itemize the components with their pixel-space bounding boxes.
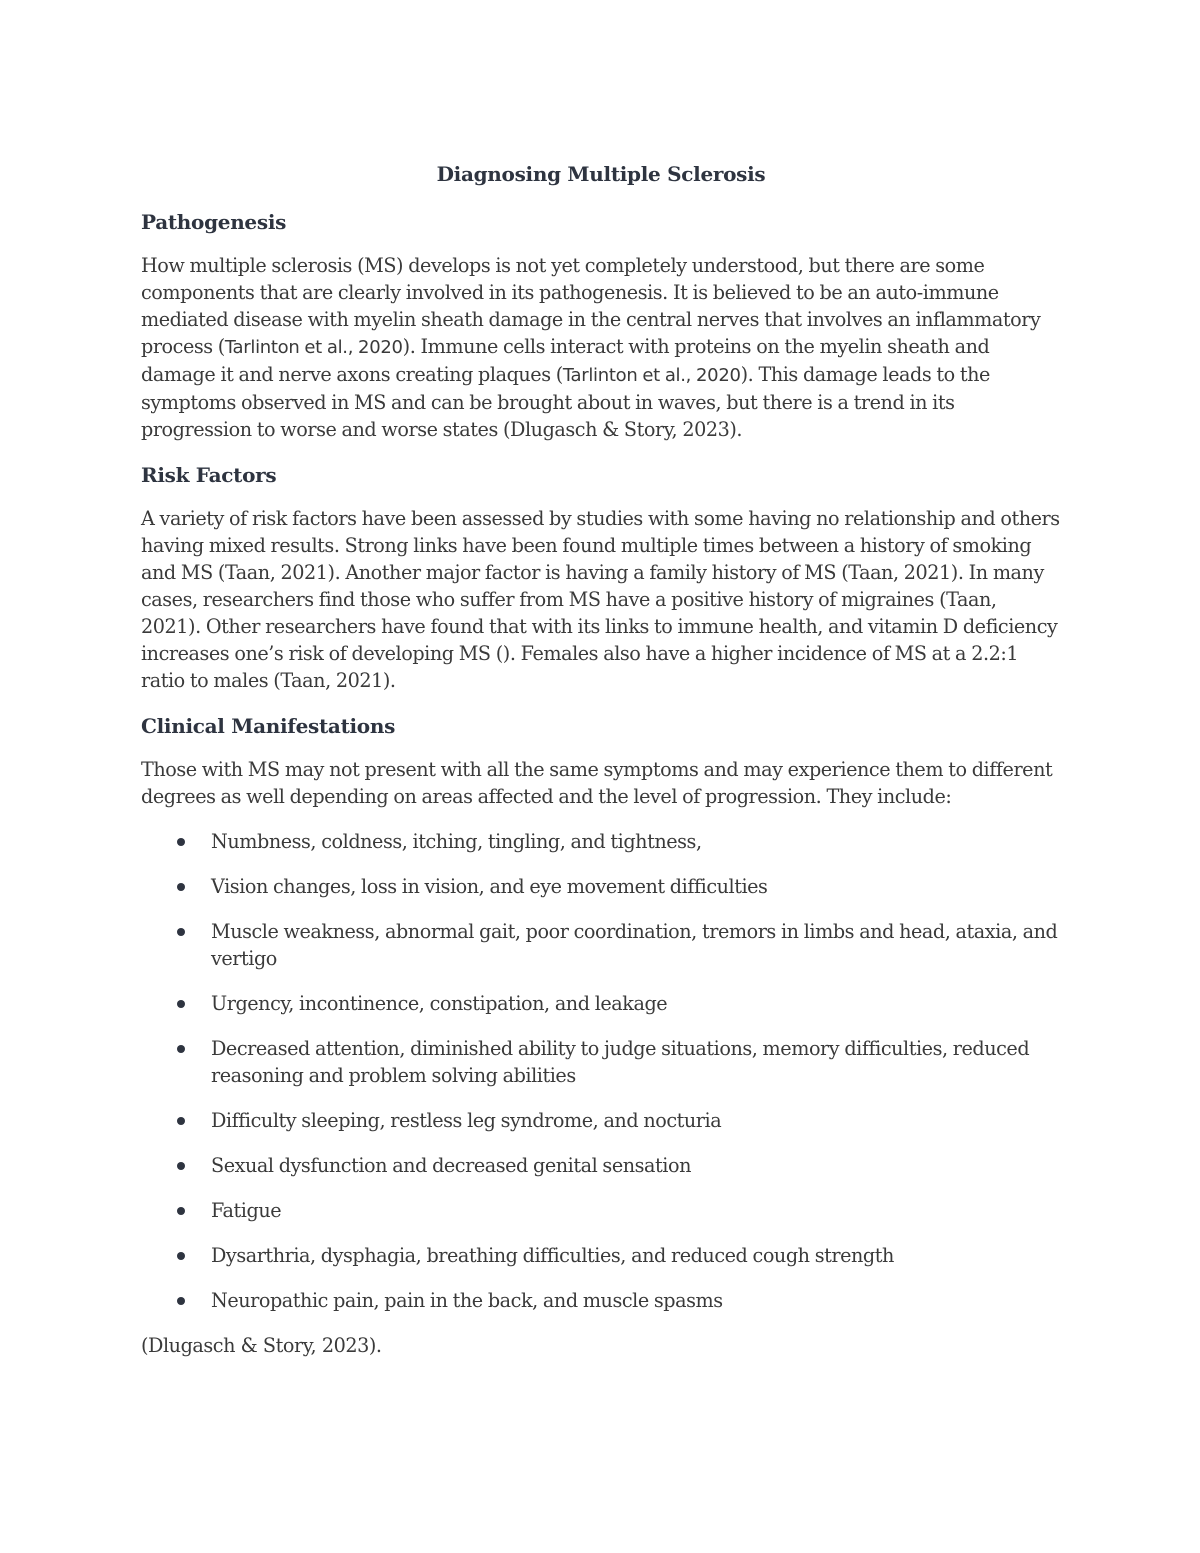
paragraph-pathogenesis <box>141 252 1061 443</box>
list-item <box>141 828 1061 855</box>
bullet-icon <box>177 1207 185 1215</box>
bullet-icon <box>177 1117 185 1125</box>
pathogenesis-text-2: ). Immune cells interact with proteins on the myelin sheath and damage it and nerve axons creating plaques ( <box>141 335 990 386</box>
bullet-icon <box>177 1297 185 1305</box>
citation-tarlinton-1: Tarlinton et al., 2020 <box>224 337 403 358</box>
list-item <box>141 1152 1061 1179</box>
list-item <box>141 1197 1061 1224</box>
list-item-text: Decreased attention, diminished ability to judge situations, memory difficulties, reduced reasoning and problem solving abilities <box>211 1037 1030 1087</box>
list-item <box>141 1242 1061 1269</box>
bullet-icon <box>177 883 185 891</box>
bullet-icon <box>177 838 185 846</box>
list-item-text: Neuropathic pain, pain in the back, and muscle spasms <box>211 1289 723 1312</box>
pathogenesis-text-3: ). This damage leads to the symptoms observed in MS and can be brought about in waves, but there is a trend in its progression to worse and worse states (Dlugasch & Story, 2023). <box>141 363 990 441</box>
heading-pathogenesis: Pathogenesis <box>141 210 287 234</box>
list-item-text: Urgency, incontinence, constipation, and leakage <box>211 992 668 1015</box>
closing-citation: (Dlugasch & Story, 2023). <box>141 1334 382 1357</box>
bullet-icon <box>177 1162 185 1170</box>
list-item-text: Numbness, coldness, itching, tingling, and tightness, <box>211 830 702 853</box>
list-item <box>141 1107 1061 1134</box>
list-item-text: Difficulty sleeping, restless leg syndrome, and nocturia <box>211 1109 722 1132</box>
heading-risk-factors: Risk Factors <box>141 463 277 487</box>
list-item <box>141 1287 1061 1314</box>
heading-clinical-manifestations: Clinical Manifestations <box>141 714 396 738</box>
bullet-icon <box>177 1000 185 1008</box>
list-item <box>141 873 1061 900</box>
document-title: Diagnosing Multiple Sclerosis <box>436 162 766 186</box>
pathogenesis-text-1: How multiple sclerosis (MS) develops is not yet completely understood, but there are some components that are clearly involved in its pathogenesis. It is believed to be an auto-immune mediated disease with myelin sheath damage in the central nerves that involves an inflammatory process ( <box>141 254 1041 358</box>
list-item <box>141 1035 1061 1089</box>
bullet-icon <box>177 1252 185 1260</box>
list-item-text: Dysarthria, dysphagia, breathing difficulties, and reduced cough strength <box>211 1244 894 1267</box>
list-item-text: Sexual dysfunction and decreased genital sensation <box>211 1154 691 1177</box>
document-page <box>141 160 1061 1359</box>
list-item <box>141 990 1061 1017</box>
paragraph-clinical-intro: Those with MS may not present with all the same symptoms and may experience them to different degrees as well depending on areas affected and the level of progression. They include: <box>141 758 1053 808</box>
list-item-text: Fatigue <box>211 1199 282 1222</box>
paragraph-risk-factors: A variety of risk factors have been assessed by studies with some having no relationship and others having mixed results. Strong links have been found multiple times between a history of smoking and MS (Taan, 2021). Another major factor is having a family history of MS (Taan, 2021). In many cases, researchers find those who suffer from MS have a positive history of migraines (Taan, 2021). Other researchers have found that with its links to immune health, and vitamin D deficiency increases one’s risk of developing MS (). Females also have a higher incidence of MS at a 2.2:1 ratio to males (Taan, 2021). <box>141 507 1060 692</box>
list-item-text: Vision changes, loss in vision, and eye movement difficulties <box>211 875 768 898</box>
bullet-icon <box>177 1045 185 1053</box>
symptom-list <box>141 828 1061 1314</box>
bullet-icon <box>177 928 185 936</box>
citation-tarlinton-2: Tarlinton et al., 2020 <box>562 365 741 386</box>
list-item <box>141 918 1061 972</box>
list-item-text: Muscle weakness, abnormal gait, poor coordination, tremors in limbs and head, ataxia, and vertigo <box>211 920 1058 970</box>
